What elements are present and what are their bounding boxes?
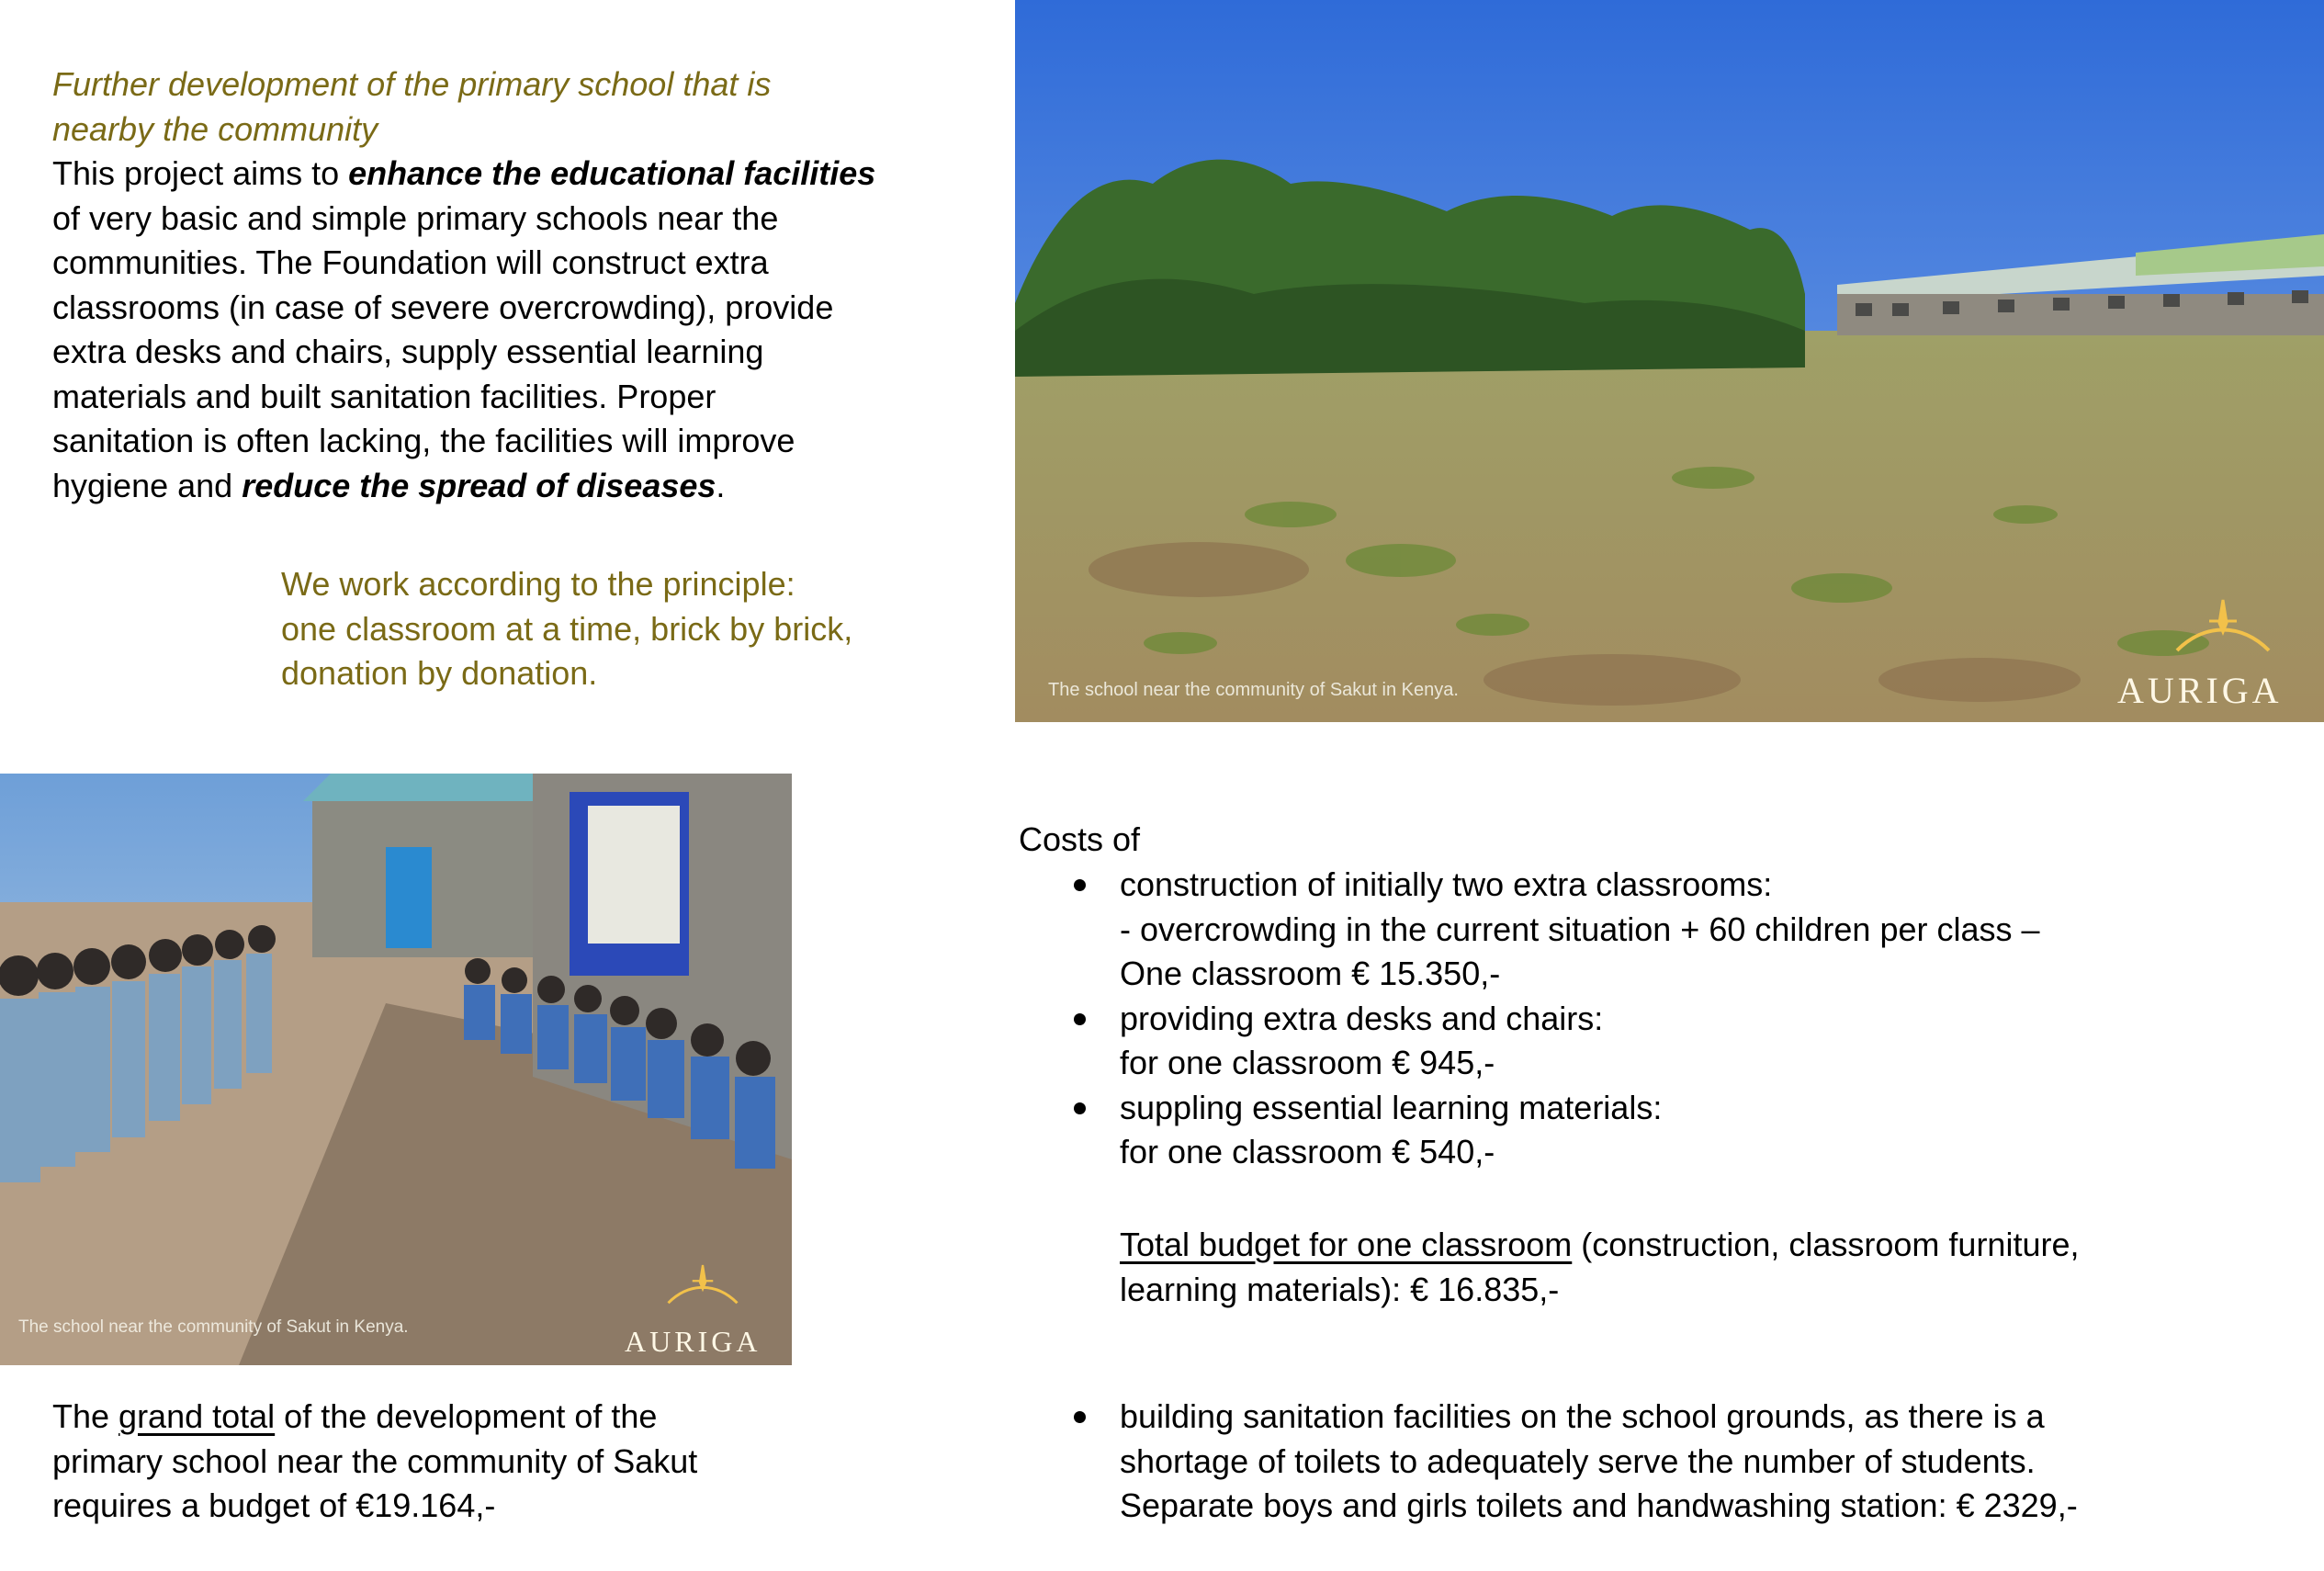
bullet-icon	[1074, 1411, 1086, 1423]
total-budget-text: (construction, classroom furniture,	[1572, 1226, 2080, 1263]
cost-item-line: Separate boys and girls toilets and handwashing station: € 2329,-	[1120, 1486, 2078, 1524]
children-school-photo	[0, 774, 792, 1365]
bullet-icon	[1074, 879, 1086, 891]
intro-paragraph-line1	[52, 152, 879, 197]
intro-paragraph-line3: communities. The Foundation will construct extra	[52, 243, 769, 281]
total-budget	[1120, 1223, 2305, 1312]
principle-quote	[281, 562, 887, 696]
grand-total-text: The	[52, 1397, 119, 1435]
auriga-logo-icon	[661, 1260, 744, 1311]
costs-list	[1120, 863, 2296, 1175]
intro-paragraph-line6: materials and built sanitation facilities. Proper	[52, 377, 716, 415]
list-item	[1120, 997, 2296, 1086]
grand-total-line1	[52, 1395, 879, 1440]
list-item	[1120, 863, 2296, 997]
principle-line1: We work according to the principle:	[281, 565, 795, 603]
intro-emphasis: enhance the educational facilities	[348, 154, 876, 192]
principle-line3: donation by donation.	[281, 654, 598, 692]
grand-total-label: grand total	[118, 1397, 276, 1435]
bullet-icon	[1074, 1102, 1086, 1114]
intro-text: hygiene and	[52, 466, 243, 504]
cost-item-line: for one classroom € 945,-	[1120, 1044, 1495, 1081]
intro-paragraph-line2: of very basic and simple primary schools near the	[52, 198, 779, 237]
total-budget-line2: learning materials): € 16.835,-	[1120, 1270, 1560, 1308]
auriga-logo-text: AURIGA	[625, 1325, 762, 1358]
intro-paragraph-line4: classrooms (in case of severe overcrowding), provide	[52, 288, 834, 326]
grand-total-line2: primary school near the community of Sakut	[52, 1441, 698, 1480]
costs-heading: Costs of	[1019, 820, 1141, 858]
cost-item-line: suppling essential learning materials:	[1120, 1088, 1663, 1126]
intro-text: .	[716, 466, 726, 504]
auriga-logo-text: AURIGA	[2117, 670, 2283, 711]
grand-total	[52, 1395, 879, 1529]
cost-item-line: shortage of toilets to adequately serve the number of students.	[1120, 1441, 2036, 1480]
cost-item-line: One classroom € 15.350,-	[1120, 955, 1501, 992]
principle-line2: one classroom at a time, brick by brick,	[281, 609, 853, 648]
sanitation-list	[1120, 1395, 2305, 1529]
grand-total-line3: requires a budget of €19.164,-	[52, 1486, 496, 1524]
intro-heading-line2: nearby the community	[52, 109, 378, 148]
intro-paragraph-line5: extra desks and chairs, supply essential learning	[52, 333, 764, 370]
intro-text: This project aims to	[52, 154, 349, 192]
intro-paragraph-line8	[52, 464, 879, 509]
grand-total-text: of the development of the	[275, 1397, 658, 1435]
cost-item-line: - overcrowding in the current situation + 60 children per class –	[1120, 910, 2040, 948]
cost-item-line: providing extra desks and chairs:	[1120, 999, 1604, 1037]
total-budget-label: Total budget for one classroom	[1120, 1226, 1573, 1263]
total-budget-line1	[1120, 1223, 2305, 1268]
intro-heading-line1: Further development of the primary school that is	[52, 65, 772, 103]
photo-caption: The school near the community of Sakut in Kenya.	[1048, 680, 1459, 700]
bullet-icon	[1074, 1013, 1086, 1025]
photo-caption: The school near the community of Sakut in Kenya.	[18, 1317, 409, 1337]
intro-block	[52, 62, 879, 508]
list-item	[1120, 1086, 2296, 1175]
cost-item-line: building sanitation facilities on the school grounds, as there is a	[1120, 1397, 2045, 1435]
cost-item-line: for one classroom € 540,-	[1120, 1133, 1495, 1170]
intro-emphasis: reduce the spread of diseases	[242, 466, 716, 504]
auriga-logo-icon	[2168, 595, 2278, 660]
list-item	[1120, 1395, 2305, 1529]
cost-item-line: construction of initially two extra classrooms:	[1120, 865, 1773, 903]
intro-paragraph-line7: sanitation is often lacking, the facilities will improve	[52, 422, 795, 459]
school-field-photo	[1015, 0, 2324, 722]
